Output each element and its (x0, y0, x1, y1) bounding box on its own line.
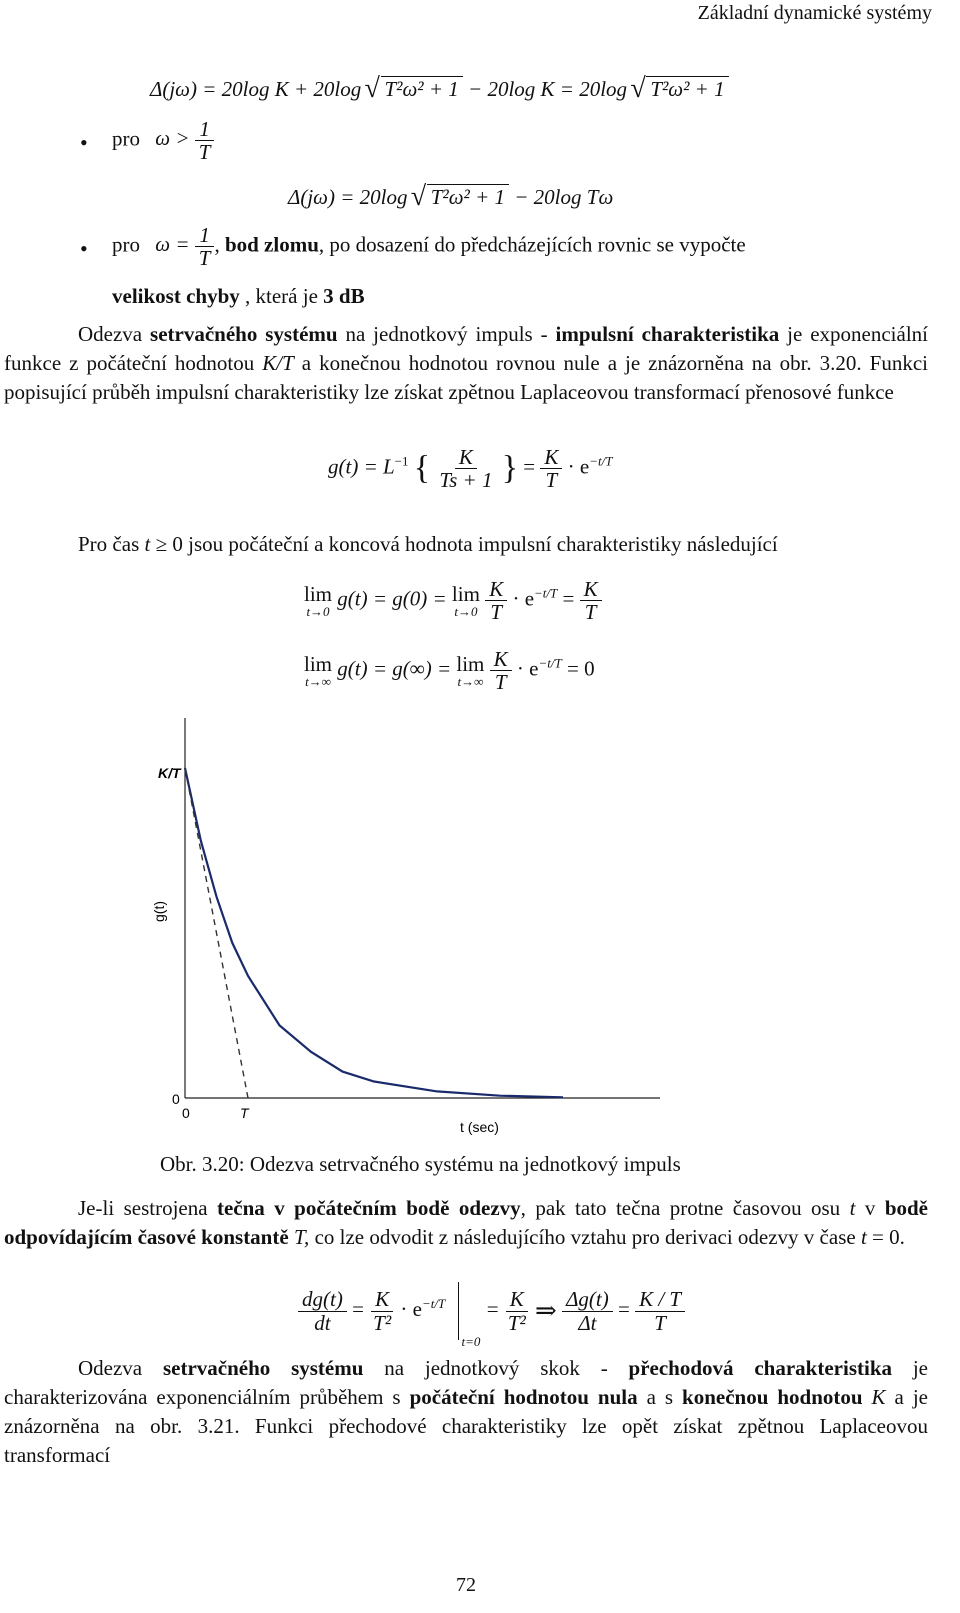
sqrt-term: √ T²ω² + 1 (381, 76, 463, 102)
fraction: $\frac{1}{T}$ (195, 118, 215, 163)
bullet-condition-break: pro ω = $\frac{1}{T}$ , bod zlomu, po dosazení do předcházejících rovnic se vypočte (112, 223, 746, 271)
equation-derivative: $\frac{dg(t)}{dt}$ = $\frac{K}{\text{T²}}$ · $e^{-t/T}$ t=0 = $\frac{K}{\text{T²}}$ ⇒ $\frac{\Delta g(t)}{\Delta t}$ = $\frac{K / T}{T}$ (298, 1282, 685, 1340)
fraction: $\frac{K / T}{T}$ (635, 1288, 685, 1333)
page-number: 72 (456, 1574, 476, 1596)
bullet-icon: • (80, 130, 88, 155)
fraction: $\frac{K}{T}$ (580, 578, 602, 623)
x-tick-label: T (240, 1105, 249, 1121)
equation-high-freq: Δ(jω) = 20log √ T²ω² + 1 − 20log Tω (288, 184, 613, 210)
equation-limit-zero: lim t→0 g(t) = g(0) = lim t→0 $\frac{K}{T}$ · $e^{-t/T}$ = $\frac{K}{T}$ (304, 578, 602, 623)
fraction: $\frac{dg(t)}{dt}$ (298, 1288, 347, 1333)
tangent-line (185, 768, 248, 1098)
y-top-label: K/T (158, 765, 181, 781)
paragraph-impulse: Odezva setrvačného systému na jednotkový impuls - impulsní charakteristika je exponenciální funkce z počáteční hodnotou K/T a konečnou hodnotou rovnou nule a je znázorněna na obr. 3.20. Funkci popisující průběh impulsní charakteristiky lze získat zpětnou Laplaceovou transformací přenosové funkce (4, 322, 928, 404)
evaluation-bar: t=0 (458, 1282, 459, 1340)
bullet-condition-high: pro ω > $\frac{1}{T}$ (112, 118, 214, 163)
fraction: $\frac{\Delta g(t)}{\Delta t}$ (562, 1288, 613, 1333)
paragraph-tangent: Je-li sestrojena tečna v počátečním bodě odezvy, pak tato tečna protne časovou osu t v bodě odpovídajícím časové konstantě T, co lze odvodit z následujícího vztahu pro derivaci odezvy v čase t = 0. (4, 1196, 928, 1249)
impulse-response-chart (130, 708, 670, 1140)
bullet-continuation: velikost chyby , která je 3 dB (112, 284, 365, 308)
fraction: $\frac{K}{T}$ (485, 578, 507, 623)
fraction: $\frac{1}{T}$ (195, 224, 215, 269)
equation-impulse-response: $g(t) = L^{-1}$ { $\frac{K}{Ts + 1}$ } = $\frac{K}{T}$ · $e^{-t/T}$ (328, 445, 613, 493)
x-axis-label: t (sec) (460, 1119, 499, 1135)
y-axis-label: g(t) (151, 901, 167, 922)
y-tick-label: 0 (172, 1091, 180, 1107)
paragraph-step: Odezva setrvačného systému na jednotkový skok - přechodová charakteristika je charakterizována exponenciálním průběhem s počáteční hodnotou nula a s konečnou hodnotou K a je znázorněna na obr. 3.21. Funkci přechodové charakteristiky lze opět získat zpětnou Laplaceovou transformací (4, 1356, 928, 1467)
fraction: $\frac{K}{T}$ (490, 648, 512, 693)
fraction: $\frac{K}{T}$ (540, 446, 562, 491)
response-curve (185, 768, 563, 1097)
bullet-icon: • (80, 236, 88, 261)
equation-limit-infinity: lim t→∞ g(t) = g(∞) = lim t→∞ $\frac{K}{T}$ · $e^{-t/T} = 0$ (304, 647, 595, 695)
running-header: Základní dynamické systémy (697, 2, 932, 24)
fraction: $\frac{K}{\text{T²}}$ (504, 1288, 530, 1333)
sqrt-term: √ T²ω² + 1 (427, 184, 509, 210)
sqrt-term: √ T²ω² + 1 (646, 76, 728, 102)
paragraph-limits-intro: Pro čas t ≥ 0 jsou počáteční a koncová hodnota impulsní charakteristiky následující (78, 532, 778, 556)
fraction: $\frac{K}{Ts + 1}$ (439, 445, 493, 493)
x-tick-label: 0 (182, 1105, 190, 1121)
fraction: $\frac{K}{\text{T²}}$ (369, 1288, 395, 1333)
equation-gain-error: Δ(jω) = 20log K + 20log √ T²ω² + 1 − 20log K = 20log √ T²ω² + 1 (150, 76, 729, 102)
figure-caption: Obr. 3.20: Odezva setrvačného systému na jednotkový impuls (160, 1152, 681, 1176)
